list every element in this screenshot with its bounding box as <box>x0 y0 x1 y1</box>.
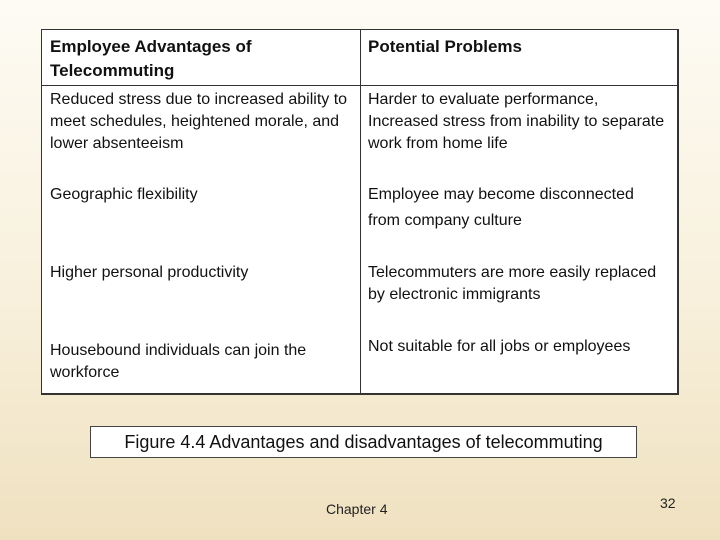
page-number: 32 <box>660 495 676 511</box>
figure-caption: Figure 4.4 Advantages and disadvantages of telecommuting <box>90 426 637 458</box>
table-cell: Housebound individuals can join the workforce <box>50 342 307 381</box>
comparison-table <box>41 29 679 395</box>
table-cell: Reduced stress due to increased ability to meet schedules, heightened morale, and lower absenteeism <box>50 91 348 152</box>
table-cell: Higher personal productivity <box>50 264 249 281</box>
header-problems: Potential Problems <box>368 37 522 56</box>
table-cell: Employee may become disconnected from company culture <box>368 186 634 229</box>
table-cell: Geographic flexibility <box>50 186 198 203</box>
chapter-footer: Chapter 4 <box>326 501 388 517</box>
table-cell: Harder to evaluate performance, Increased stress from inability to separate work from home life <box>368 91 665 152</box>
table-cell: Telecommuters are more easily replaced by electronic immigrants <box>368 264 657 303</box>
header-divider <box>42 85 677 86</box>
table-cell: Not suitable for all jobs or employees <box>368 338 631 355</box>
header-advantages: Employee Advantages of Telecommuting <box>50 37 252 80</box>
